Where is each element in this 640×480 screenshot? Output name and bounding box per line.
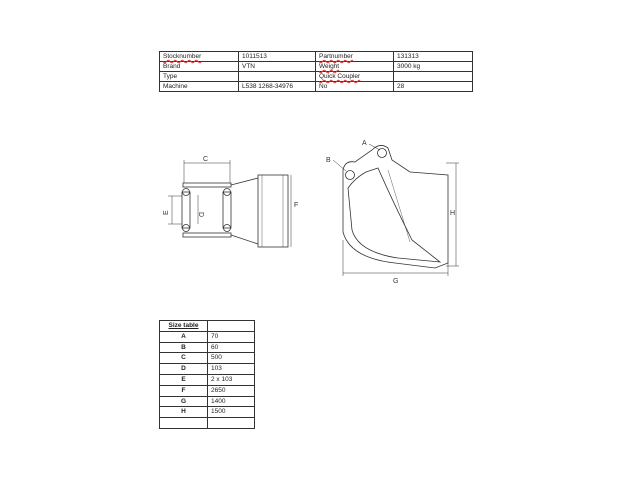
- stocknumber-value: 1011513: [239, 52, 316, 62]
- dim-label-a: A: [362, 140, 367, 147]
- size-key: A: [160, 331, 208, 342]
- spec-row-type: [160, 72, 473, 82]
- bucket-drawing: [150, 130, 480, 290]
- size-key: G: [160, 396, 208, 407]
- size-row-c: [160, 353, 255, 364]
- size-value: 60: [208, 342, 255, 353]
- size-value: 500: [208, 353, 255, 364]
- size-table: [159, 320, 255, 429]
- size-key: E: [160, 374, 208, 385]
- size-value: 70: [208, 331, 255, 342]
- bucket-top-view: [168, 160, 291, 247]
- dim-label-h: H: [450, 210, 456, 217]
- size-value: 2650: [208, 385, 255, 396]
- size-table-header: [160, 321, 255, 332]
- dim-label-e: E: [163, 210, 170, 215]
- spec-row-brand: [160, 62, 473, 72]
- size-key: B: [160, 342, 208, 353]
- weight-label: Weight: [316, 62, 394, 72]
- number-label: No: [316, 82, 394, 92]
- spec-table: [159, 51, 473, 92]
- size-row-b: [160, 342, 255, 353]
- dim-label-c: C: [203, 156, 209, 163]
- size-row-h: [160, 407, 255, 418]
- partnumber-label: Partnumber: [316, 52, 394, 62]
- size-key: C: [160, 353, 208, 364]
- size-row-empty: [160, 418, 255, 429]
- coupler-label: Quick Coupler: [316, 72, 394, 82]
- machine-value: L538 1268-34976: [239, 82, 316, 92]
- size-row-e: [160, 374, 255, 385]
- spec-row-stocknumber: [160, 52, 473, 62]
- size-value: 2 x 103: [208, 374, 255, 385]
- size-table-title: Size table: [160, 321, 208, 332]
- size-value: [208, 418, 255, 429]
- size-row-d: [160, 364, 255, 375]
- dim-label-b: B: [326, 157, 331, 164]
- size-row-a: [160, 331, 255, 342]
- size-key: D: [160, 364, 208, 375]
- size-row-g: [160, 396, 255, 407]
- size-table-header-blank: [208, 321, 255, 332]
- type-label: Type: [160, 72, 239, 82]
- stocknumber-label: Stocknumber: [160, 52, 239, 62]
- spec-row-machine: [160, 82, 473, 92]
- type-value: [239, 72, 316, 82]
- size-row-f: [160, 385, 255, 396]
- number-value: 28: [394, 82, 473, 92]
- machine-label: Machine: [160, 82, 239, 92]
- size-value: 1500: [208, 407, 255, 418]
- dim-label-d: D: [197, 212, 204, 218]
- size-value: 1400: [208, 396, 255, 407]
- brand-value: VTN: [239, 62, 316, 72]
- brand-label: Brand: [160, 62, 239, 72]
- dim-label-f: F: [294, 202, 299, 209]
- size-key: F: [160, 385, 208, 396]
- partnumber-value: 131313: [394, 52, 473, 62]
- weight-value: 3000 kg: [394, 62, 473, 72]
- size-key: H: [160, 407, 208, 418]
- size-key: [160, 418, 208, 429]
- coupler-value: [394, 72, 473, 82]
- bucket-side-view: [333, 144, 459, 276]
- dim-label-g: G: [393, 278, 399, 285]
- size-value: 103: [208, 364, 255, 375]
